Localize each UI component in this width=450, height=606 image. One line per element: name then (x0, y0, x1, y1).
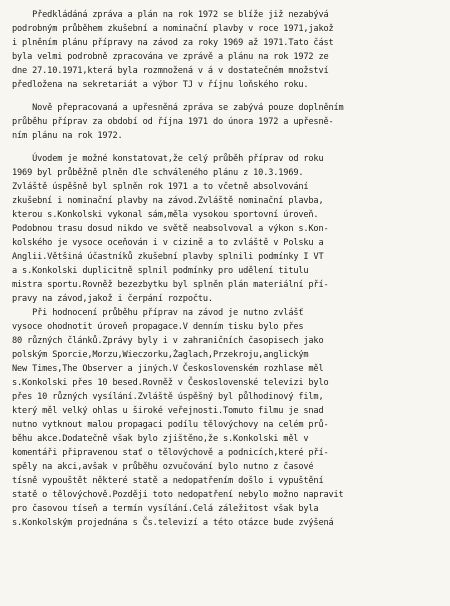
text-line: ním plánu na rok 1972. (12, 131, 123, 141)
text-line: tísně vypouštět některé statě a nedopatřením došlo i vypuštění (12, 476, 324, 486)
text-line: zkušební i nominační plavby na závod.Zvláště nominační plavba, (12, 196, 324, 206)
text-line: Předkládáná zpráva a plán na rok 1972 se blíže již nezabývá (12, 10, 329, 20)
text-line: Při hodnocení průběhu příprav na závod je nutno zvlášť (12, 308, 304, 318)
text-line: 80 různých článků.Zprávy byly i v zahraničních časopisech jako (12, 336, 324, 346)
text-line: podrobným průběhem zkušební a nominační plavby v roce 1971,jakož (12, 24, 334, 34)
paragraph-intro (12, 8, 442, 92)
text-line: s.Konkolským projednána s Čs.televizí a této otázce bude zvýšená (12, 518, 334, 528)
text-line: New Times,The Observer a jiných.V Československém rozhlase měl (12, 364, 324, 374)
text-line: spěly na akci,avšak v průběhu ozvučování bylo nutno z časové (12, 462, 314, 472)
text-line: běhu akce.Dodatečně však bylo zjištěno,že s.Konkolski měl v (12, 434, 309, 444)
paragraph-revision (12, 101, 442, 143)
text-line: který měl velký ohlas u široké veřejnosti.Tomuto filmu je snad (12, 406, 324, 416)
text-line: komentáři připravenou stať o tělovýchově a podnicích,které pří- (12, 448, 329, 458)
text-line: Úvodem je možné konstatovat,že celý průběh příprav od roku (12, 154, 324, 164)
text-line: Podobnou trasu dosud nikdo ve světě neabsolvoval a výkon s.Kon- (12, 224, 329, 234)
text-line: Zvláště úspěšně byl splněn rok 1971 a to včetně absolvování (12, 182, 309, 192)
text-line: vysoce ohodnotit úroveň propagace.V denním tisku bylo přes (12, 322, 304, 332)
paragraph-gap (12, 143, 442, 152)
text-line: předložena na sekretariát a výbor TJ v říjnu loňského roku. (12, 80, 309, 90)
text-line: průběhu příprav za období od října 1971 do února 1972 a upřesně- (12, 117, 334, 127)
text-line: kterou s.Konkolski vykonal sám,měla vysokou sportovní úroveň. (12, 210, 319, 220)
paragraph-summary (12, 152, 442, 306)
text-line: statě o tělovýchově.Později toto nedopatření nebylo možno napravit (12, 490, 344, 500)
text-line: nutno vytknout malou propagaci podílu tělovýchovy na celém prů- (12, 420, 329, 430)
paragraph-gap (12, 92, 442, 101)
text-line: přes 10 různých vysílání.Zvláště úspěšný byl půlhodinový film, (12, 392, 324, 402)
paragraph-propagation (12, 306, 442, 530)
text-line: Anglii.Většiná účastníků zkušební plavby splnili podmínky I VT (12, 252, 324, 262)
text-line: 1969 byl průběžně plněn dle schváleného plánu z 10.3.1969. (12, 168, 304, 178)
text-line: polským Sporcie,Morzu,Wieczorku,Żaglach,Przekroju,anglickým (12, 350, 309, 360)
text-line: dne 27.10.1971,která byla rozmnožená v á v dostatečném množství (12, 66, 329, 76)
text-line: s.Konkolski přes 10 besed.Rovněž v Československé televizi bylo (12, 378, 329, 388)
text-line: i plněním plánu přípravy na závod za roky 1969 až 1971.Tato část (12, 38, 334, 48)
text-line: a s.Konkolski duplicitně splnil podmínky pro udělení titulu (12, 266, 309, 276)
text-line: kolského je vysoce oceňován i v cizině a to zvláště v Polsku a (12, 238, 324, 248)
text-line: byla velmi podrobně zpracována ve zprávě a plánu na rok 1972 ze (12, 52, 329, 62)
text-line: pravy na závod,jakož i čerpání rozpočtu. (12, 294, 213, 304)
text-line: Nově přepracovaná a upřesněná zpráva se zabývá pouze doplněním (12, 103, 344, 113)
text-line: mistra sportu.Rovněž bezezbytku byl splněn plán materiální pří- (12, 280, 329, 290)
text-line: pro časovou tíseň a termín vysílání.Celá záležitost však byla (12, 504, 319, 514)
